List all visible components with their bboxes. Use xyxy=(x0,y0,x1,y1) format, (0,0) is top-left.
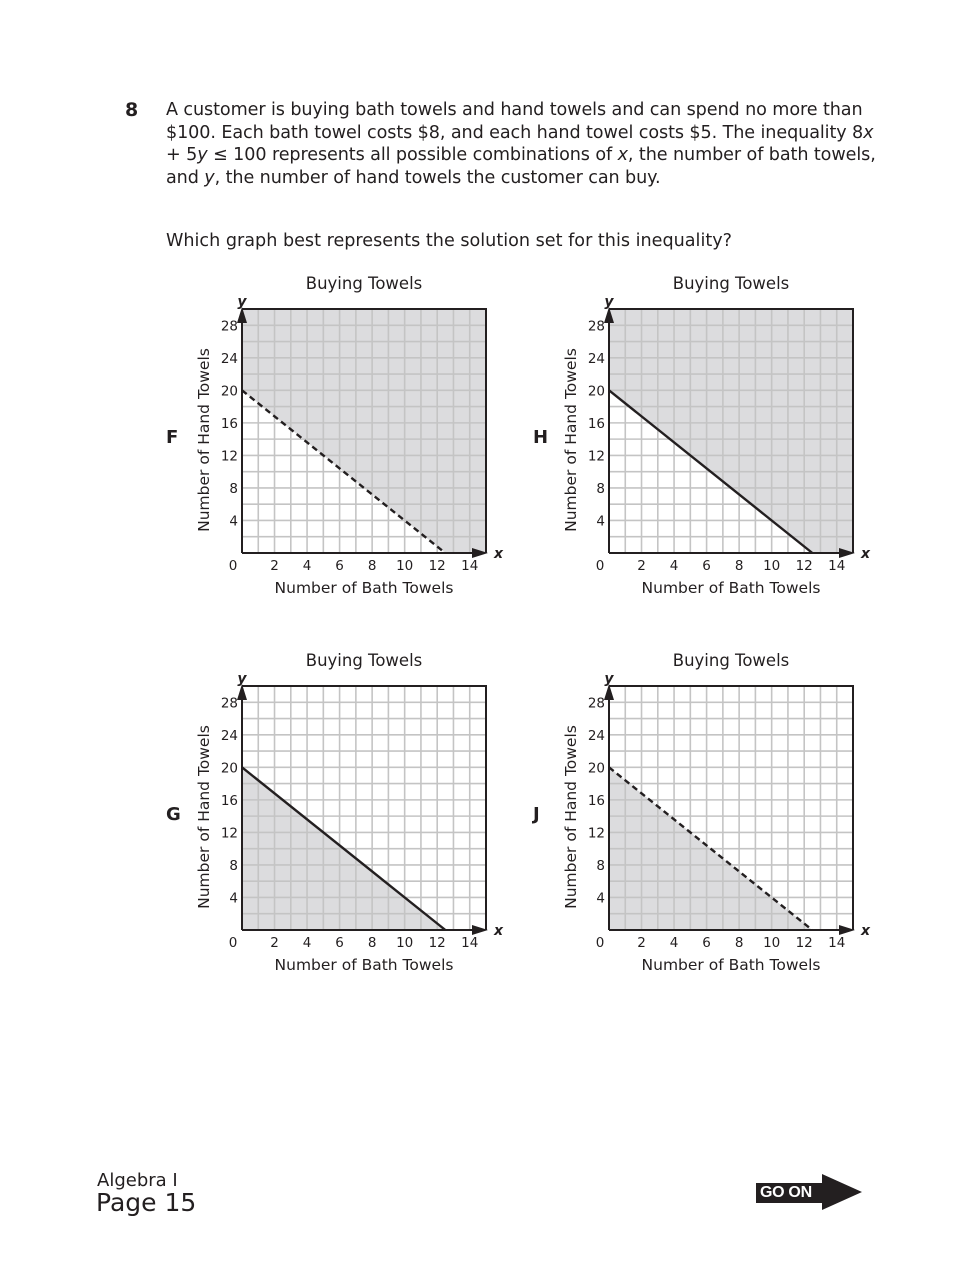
x-tick-label: 10 xyxy=(763,558,781,574)
x-tick-label: 8 xyxy=(367,558,377,574)
x-tick-label: 0 xyxy=(228,558,238,574)
chart-svg xyxy=(527,647,887,987)
y-axis-letter: y xyxy=(604,294,614,310)
x-tick-label: 6 xyxy=(335,935,344,951)
footer-subject: Algebra I xyxy=(97,1170,178,1191)
answer-choice-letter: J xyxy=(533,804,540,825)
answer-choice-letter: H xyxy=(533,427,549,448)
y-tick-label: 24 xyxy=(587,350,605,367)
y-tick-label: 20 xyxy=(587,383,605,400)
y-tick-label: 16 xyxy=(220,415,238,432)
y-axis-label: Number of Hand Towels xyxy=(195,725,213,909)
variable-x: x xyxy=(863,122,874,143)
y-tick-label: 4 xyxy=(229,890,238,907)
y-tick-label: 16 xyxy=(220,792,238,809)
stem-text: , the number of bath towels, and xyxy=(166,145,876,188)
y-tick-label: 24 xyxy=(220,727,238,744)
x-tick-label: 12 xyxy=(428,935,446,951)
y-tick-label: 4 xyxy=(596,513,605,530)
y-tick-label: 20 xyxy=(220,760,238,777)
x-tick-label: 2 xyxy=(637,558,646,574)
x-tick-label: 0 xyxy=(228,935,238,951)
question-number: 8 xyxy=(125,99,139,121)
y-axis-letter: y xyxy=(237,671,247,687)
answer-choice-f-graph[interactable] xyxy=(160,270,520,610)
answer-choice-j-graph[interactable] xyxy=(527,647,887,987)
x-axis-letter: x xyxy=(861,546,871,562)
variable-y: y xyxy=(197,145,208,165)
y-axis-letter: y xyxy=(604,671,614,687)
chart-svg xyxy=(527,270,887,610)
x-tick-label: 14 xyxy=(828,558,846,574)
x-axis-letter: x xyxy=(861,923,871,939)
y-tick-label: 12 xyxy=(220,448,238,465)
chart-title: Buying Towels xyxy=(305,274,423,293)
y-tick-label: 28 xyxy=(587,318,605,335)
x-tick-label: 2 xyxy=(270,935,279,951)
y-tick-label: 8 xyxy=(596,480,605,497)
x-tick-label: 0 xyxy=(595,558,605,574)
x-axis-label: Number of Bath Towels xyxy=(641,579,821,597)
x-tick-label: 10 xyxy=(396,935,414,951)
answer-choice-letter: F xyxy=(166,427,179,448)
x-axis-letter: x xyxy=(494,923,504,939)
y-tick-label: 20 xyxy=(587,760,605,777)
x-axis-label: Number of Bath Towels xyxy=(274,579,454,597)
y-axis-label: Number of Hand Towels xyxy=(562,348,580,532)
x-tick-label: 12 xyxy=(795,935,813,951)
x-tick-label: 6 xyxy=(702,935,711,951)
stem-text: , the number of hand towels the customer can buy. xyxy=(214,167,661,188)
x-tick-label: 12 xyxy=(428,558,446,574)
y-tick-label: 4 xyxy=(229,513,238,530)
shaded-solution-region xyxy=(242,309,486,553)
x-axis-letter: x xyxy=(494,546,504,562)
arrow-head-icon xyxy=(822,1174,862,1210)
y-axis-label: Number of Hand Towels xyxy=(562,725,580,909)
y-tick-label: 4 xyxy=(596,890,605,907)
x-tick-label: 2 xyxy=(637,935,646,951)
x-tick-label: 6 xyxy=(335,558,344,574)
x-tick-label: 6 xyxy=(702,558,711,574)
y-tick-label: 8 xyxy=(229,857,238,874)
x-tick-label: 8 xyxy=(367,935,377,951)
x-tick-label: 8 xyxy=(734,558,744,574)
answer-choice-h-graph[interactable] xyxy=(527,270,887,610)
stem-text: ≤ 100 represents all possible combinations of xyxy=(207,145,618,165)
y-tick-label: 28 xyxy=(220,695,238,712)
go-on-arrow-icon xyxy=(756,1174,862,1211)
question-prompt: Which graph best represents the solution set for this inequality? xyxy=(166,231,732,251)
answer-choice-letter: G xyxy=(166,804,181,825)
stem-text: + 5 xyxy=(166,145,198,165)
y-axis-label: Number of Hand Towels xyxy=(195,348,213,532)
y-tick-label: 8 xyxy=(596,857,605,874)
chart-title: Buying Towels xyxy=(672,651,790,670)
y-tick-label: 16 xyxy=(587,792,605,809)
answer-choice-g-graph[interactable] xyxy=(160,647,520,987)
chart-svg xyxy=(160,647,520,987)
x-tick-label: 2 xyxy=(270,558,279,574)
x-axis-label: Number of Bath Towels xyxy=(274,956,454,974)
variable-x: x xyxy=(617,145,628,165)
x-tick-label: 0 xyxy=(595,935,605,951)
y-tick-label: 28 xyxy=(587,695,605,712)
y-tick-label: 24 xyxy=(587,727,605,744)
x-tick-label: 4 xyxy=(669,558,679,574)
x-tick-label: 4 xyxy=(302,935,312,951)
chart-title: Buying Towels xyxy=(672,274,790,293)
y-tick-label: 12 xyxy=(220,825,238,842)
y-tick-label: 12 xyxy=(587,825,605,842)
x-tick-label: 14 xyxy=(828,935,846,951)
shaded-solution-region xyxy=(609,309,853,553)
y-tick-label: 20 xyxy=(220,383,238,400)
footer-page-number: Page 15 xyxy=(96,1188,197,1217)
chart-svg xyxy=(160,270,520,610)
x-tick-label: 10 xyxy=(763,935,781,951)
go-on-label: GO ON xyxy=(760,1184,812,1201)
x-tick-label: 12 xyxy=(795,558,813,574)
y-axis-letter: y xyxy=(237,294,247,310)
x-tick-label: 4 xyxy=(302,558,312,574)
y-tick-label: 16 xyxy=(587,415,605,432)
x-tick-label: 14 xyxy=(461,558,479,574)
x-tick-label: 4 xyxy=(669,935,679,951)
x-tick-label: 14 xyxy=(461,935,479,951)
x-tick-label: 10 xyxy=(396,558,414,574)
y-tick-label: 24 xyxy=(220,350,238,367)
variable-y: y xyxy=(204,167,215,188)
y-tick-label: 28 xyxy=(220,318,238,335)
x-axis-label: Number of Bath Towels xyxy=(641,956,821,974)
x-tick-label: 8 xyxy=(734,935,744,951)
chart-title: Buying Towels xyxy=(305,651,423,670)
y-tick-label: 8 xyxy=(229,480,238,497)
question-stem xyxy=(166,99,886,189)
stem-text: A customer is buying bath towels and hand towels and can spend no more than $100. Each bath towel costs $8, and each hand towel costs $5. The inequality 8 xyxy=(166,100,864,143)
y-tick-label: 12 xyxy=(587,448,605,465)
